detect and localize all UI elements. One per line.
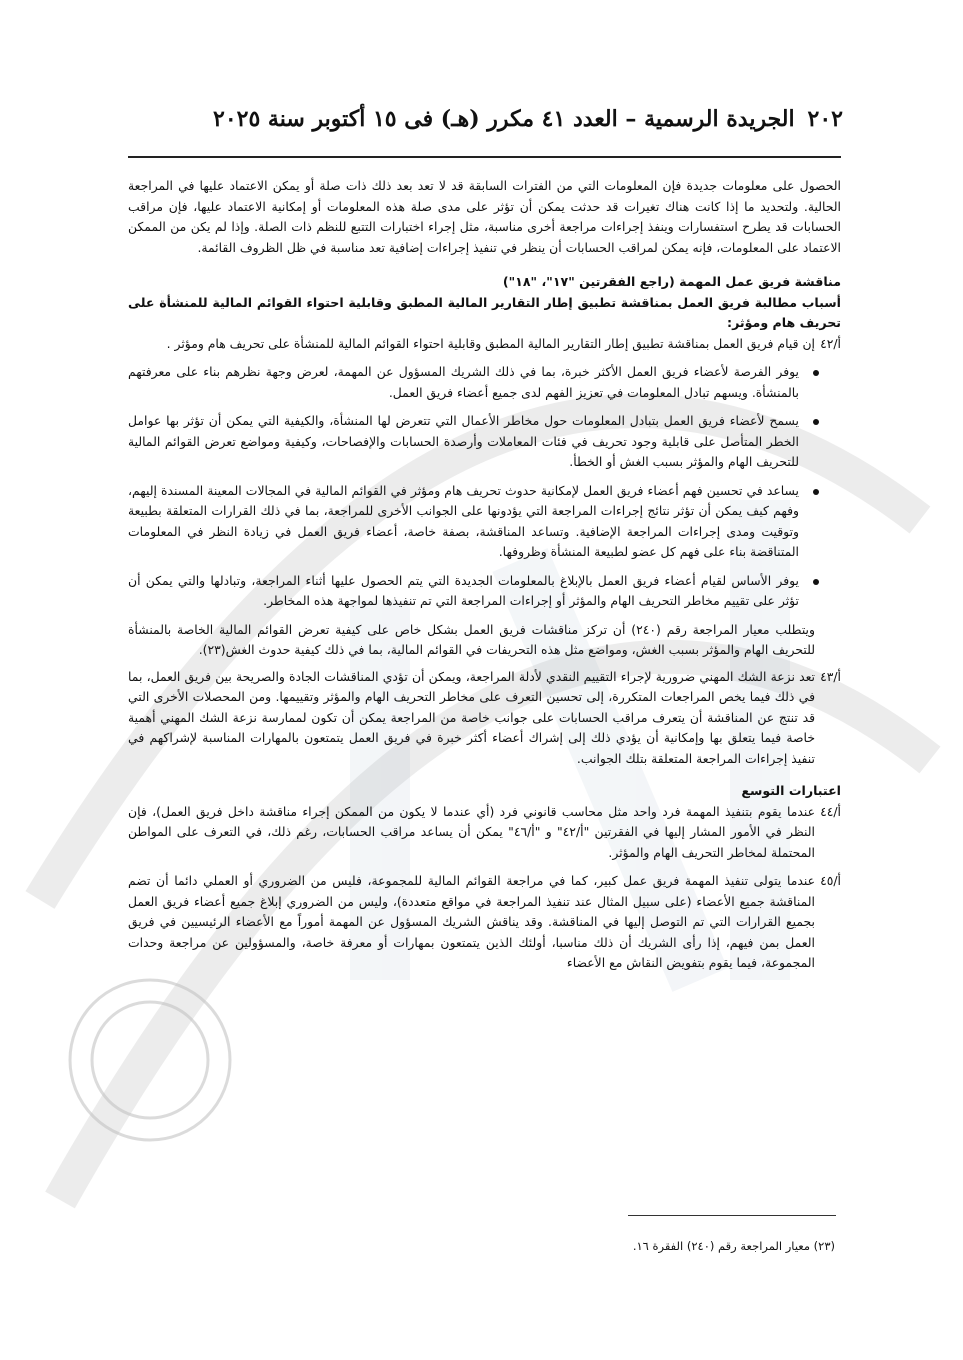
page-number: ٢٠٢ — [807, 106, 843, 132]
paragraph-text: تعد نزعة الشك المهني ضرورية لإجراء التقييم النقدي لأدلة المراجعة، ويمكن أن تؤدي المناقشات الجادة والصريحة بين فريق العمل، بما في ذلك فيما يخص المراجعات المتكررة، إلى تحسين التعرف على مخاطر التحريف الهام والمؤثر وتقييمها. ومن المحصلات الأخرى التي قد تنتج عن المناقشة أن يتعرف مراقب الحسابات على جوانب خاصة من المراجعة يمكن أن تكون لممارسة نزعة الشك المهني أهمية خاصة فيما يتعلق بها وإمكانية أن يؤدي ذلك إلى إشراك أعضاء أكثر خبرة في فريق العمل يتمتعون بالمهارات المناسبة لإشراكهم في تنفيذ إجراءات المراجعة المتعلقة بتلك الجوانب. — [128, 668, 815, 766]
paragraph-a45 — [128, 871, 841, 974]
footnote-divider — [628, 1215, 836, 1216]
paragraph-number: أ/٤٢ — [820, 335, 841, 351]
paragraph-text: إن قيام فريق العمل بمناقشة تطبيق إطار التقارير المالية المطبق وقابلية احتواء القوائم المالية للمنشأة على تحريف هام ومؤثر . — [166, 335, 815, 351]
paragraph-a43 — [128, 667, 841, 770]
paragraph-a42 — [128, 334, 841, 355]
section-subheading-reasons: أسباب مطالبة فريق العمل بمناقشة تطبيق إطار التقارير المالية المطبق وقابلية احتواء القوائم المالية للمنشأة على تحريف هام ومؤثر: — [128, 294, 841, 330]
section-heading-scalability: اعتبارات التوسع — [741, 783, 841, 798]
intro-paragraph: الحصول على معلومات جديدة فإن المعلومات التي من الفترات السابقة قد لا تعد بعد ذلك ذات صلة أو يمكن الاعتماد عليها في المراجعة الحالية. ولتحديد ما إذا كانت هناك تغيرات قد حدثت يمكن أن تؤثر على مدى صلة هذه المعلومات أو إمكانية الاعتماد عليها، فإن مراقب الحسابات قد يطرح استفسارات وينفذ إجراءات مراجعة أخرى مناسبة، مثل إجراء اختبارات التتبع للنظم ذات الصلة. وإذا لم يكن من الممكن الاعتماد على المعلومات، فإنه يمكن لمراقب الحسابات أن ينظر في تنفيذ إجراءات إضافية تعد مناسبة في ظل الظروف القائمة. — [128, 178, 841, 255]
gazette-title: الجريدة الرسمية – العدد ٤١ مكرر (هـ) فى ١٥ أكتوبر سنة ٢٠٢٥ — [213, 106, 795, 132]
page-header — [128, 106, 843, 152]
bullet-icon — [813, 579, 819, 585]
bullet-icon — [813, 419, 819, 425]
list-item: يوفر الفرصة لأعضاء فريق العمل الأكثر خبرة، بما في ذلك الشريك المسؤول عن المهمة، لعرض وجهة نظرهم بناء على معرفتهم بالمنشأة. ويسهم تبادل المعلومات في تعزيز الفهم لدى جميع أعضاء فريق العمل. — [128, 362, 841, 403]
paragraph-text: عندما يتولى تنفيذ المهمة فريق عمل كبير، كما في مراجعة القوائم المالية للمجموعة، فليس من الضروري أو العملي دائما أن تضم المناقشة جميع الأعضاء (على سبيل المثال عند تنفيذ المراجعة في مواقع متعددة)، وليس من الضروري إبلاغ جميع أعضاء فريق العمل بجميع القرارات التي تم التوصل إليها في المناقشة. وقد يناقش الشريك المسؤول عن المهمة أموراً مع الأعضاء الرئيسيين في فريق العمل بمن فيهم، إذا رأى الشريك أن ذلك مناسبا، أولئك الذين يتمتعون بمهارات أو معرفة خاصة، والمسؤولين عن مراجعة وحدات المجموعة، فيما يقوم بتفويض النقاش مع الأعضاء — [128, 873, 815, 970]
paragraph-text: عندما يقوم بتنفيذ المهمة فرد واحد مثل محاسب قانوني فرد (أي عندما لا يكون من الممكن إجراء مناقشة داخل فريق العمل)، فإن النظر في الأمور المشار إليها في الفقرتين "أ/٤٢" و "أ/٤٦" يمكن أن يساعد مراقب الحسابات، رغم ذلك، في التعرف على المواطن المحتملة لمخاطر التحريف الهام والمؤثر. — [128, 803, 815, 860]
document-body — [128, 176, 841, 982]
paragraph-number: أ/٤٥ — [820, 873, 841, 888]
paragraph-a42-closing: ويتطلب معيار المراجعة رقم (٢٤٠) أن تركز مناقشات فريق العمل بشكل خاص على كيفية تعرض القوائم المالية الخاصة بالمنشأة للتحريف الهام والمؤثر بسبب الغش، ومواضع مثل هذه التحريفات في القوائم المالية، بما في ذلك كيفية حدوث الغش(٢٣). — [128, 621, 815, 657]
list-item: يسمح لأعضاء فريق العمل بتبادل المعلومات حول مخاطر الأعمال التي تتعرض لها المنشأة، والكيفية التي يمكن أن تؤثر بها عوامل الخطر المتأصل على قابلية وجود تحريف في فئات المعاملات وأرصدة الحسابات والإفصاحات، وكيفية ومواضع تعرض القوائم المالية للتحريف الهام والمؤثر بسبب الغش أو الخطأ. — [128, 411, 841, 473]
paragraph-number: أ/٤٣ — [820, 668, 841, 684]
paragraph-number: أ/٤٤ — [820, 803, 841, 819]
paragraph-a44 — [128, 802, 841, 864]
footnote: (٢٣) معيار المراجعة رقم (٢٤٠) الفقرة ١٦. — [632, 1238, 835, 1253]
list-item: يوفر الأساس لقيام أعضاء فريق العمل بالإبلاغ بالمعلومات الجديدة التي يتم الحصول عليها أثناء المراجعة، وتبادلها والتي يمكن أن تؤثر على تقييم مخاطر التحريف الهام والمؤثر أو إجراءات المراجعة التي تم تنفيذها لمواجهة هذه المخاطر. — [128, 571, 841, 612]
bullet-icon — [813, 489, 819, 495]
bullet-icon — [813, 370, 819, 376]
header-divider — [128, 156, 841, 158]
list-item: يساعد في تحسين فهم أعضاء فريق العمل لإمكانية حدوث تحريف هام ومؤثر في القوائم المالية في المجالات المعينة المسندة إليهم، وفهم كيف يمكن أن تؤثر نتائج إجراءات المراجعة التي يؤدونها على الجوانب الأخرى للمراجعة، بما في ذلك القرارات المتعلقة بطبيعة وتوقيت ومدى إجراءات المراجعة الإضافية. وتساعد المناقشة، بصفة خاصة، أعضاء فريق العمل في زيادة النظر في المعلومات المتناقضة بناء على فهم كل عضو لطبيعة المنشأة وظروفها. — [128, 481, 841, 563]
bullet-list — [128, 362, 841, 612]
section-heading-team-discussion: مناقشة فريق عمل المهمة (راجع الفقرتين "١٧"، "١٨") — [502, 274, 841, 289]
